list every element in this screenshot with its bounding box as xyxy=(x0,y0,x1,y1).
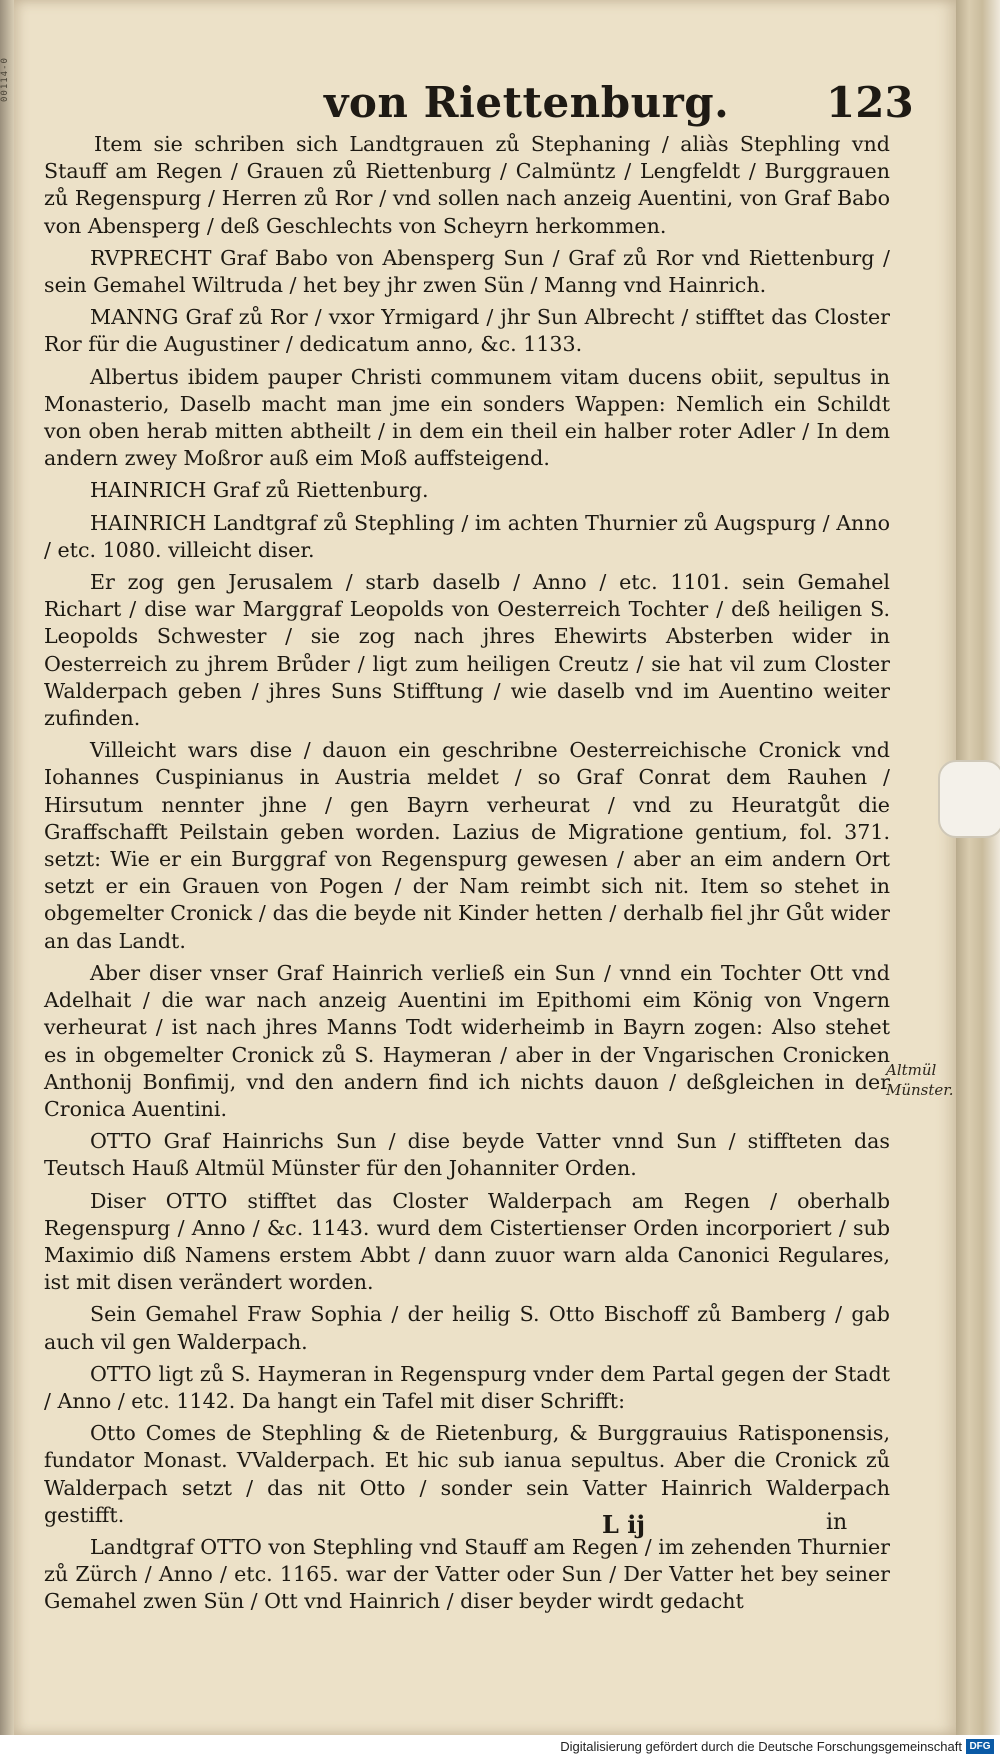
signature-line xyxy=(14,1510,956,1540)
catchword: in xyxy=(826,1510,848,1535)
paragraph: Er zog gen Jerusalem / starb daselb / Anno / etc. 1101. sein Gemahel Richart / dise war Marggraf Leopolds von Oesterreich Tochter / deß heiligen S. Leopolds Schwester / sie zog nach jhres Ehewirts Absterben wider in Oesterreich zu jhrem Brůder / ligt zum heiligen Creutz / sie hat vil zum Closter Walderpach geben / jhres Suns Stifftung / wie daselb vnd im Auentino weiter zufinden. xyxy=(44,570,890,731)
paragraph: Albertus ibidem pauper Christi communem vitam ducens obiit, sepultus in Monasterio, Daselb macht man jme ein sonders Wappen: Nemlich ein Schildt von oben herab mitten abtheilt / in dem ein theil ein halber roter Adler / In dem andern zwey Moßror auß eim Moß auffsteigend. xyxy=(44,364,890,471)
paragraph: Item sie schriben sich Landtgrauen zů Stephaning / aliàs Stephling vnd Stauff am Regen / Grauen zů Riettenburg / Calmüntz / Lengfeldt / Burggrauen zů Regenspurg / Herren zů Ror / vnd sollen nach anzeig Auentini, von Graf Babo von Abensperg / deß Geschlechts von Scheyrn herkommen. xyxy=(44,132,890,238)
paragraph: Sein Gemahel Fraw Sophia / der heilig S. Otto Bischoff zů Bamberg / gab auch vil gen Walderpach. xyxy=(44,1302,890,1354)
paragraph: HAINRICH Landtgraf zů Stephling / im achten Thurnier zů Augspurg / Anno / etc. 1080. villeicht diser. xyxy=(44,510,890,562)
page-title: von Riettenburg. xyxy=(324,78,730,127)
book-page xyxy=(14,0,956,1735)
paragraph: OTTO ligt zů S. Haymeran in Regenspurg vnder dem Partal gegen der Stadt / Anno / etc. 1142. Da hangt ein Tafel mit diser Schrifft: xyxy=(44,1361,890,1413)
digitization-footer xyxy=(0,1735,1000,1759)
body-text xyxy=(44,131,890,1621)
scan-edge xyxy=(0,0,14,1759)
scan-edge-label: 00114-0 xyxy=(0,57,10,102)
page-edge xyxy=(956,0,1000,1735)
paragraph: HAINRICH Graf zů Riettenburg. xyxy=(90,478,429,503)
dfg-logo-icon: DFG xyxy=(966,1739,994,1754)
paragraph: Aber diser vnser Graf Hainrich verließ ein Sun / vnnd ein Tochter Ott vnd Adelhait / die war nach anzeig Auentini im Epithomi eim König von Vngern verheurat / ist nach jhres Manns Todt widerheimb in Bayrn zogen: Also stehet es in obgemelter Cronick zů S. Haymeran / aber in der Vngarischen Cronicken Anthonij Bonfimij, vnd den andern find ich nichts dauon / deßgleichen in der Cronica Auentini. xyxy=(44,960,890,1121)
paragraph: Diser OTTO stifftet das Closter Walderpach am Regen / oberhalb Regenspurg / Anno / &c. 1143. wurd dem Cistertienser Orden incorporiert / sub Maximio diß Namens erstem Abbt / dann zuuor warn alda Canonici Regulares, ist mit disen verändert worden. xyxy=(44,1188,890,1295)
page-number: 123 xyxy=(826,78,914,127)
margin-note: Altmül Münster. xyxy=(886,1061,954,1099)
bookmark-tab xyxy=(938,760,1000,838)
paragraph: Villeicht wars dise / dauon ein geschribne Oesterreichische Cronick vnd Iohannes Cuspinianus in Austria meldet / so Graf Conrat dem Rauhen / Hirsutum nennter jhne / gen Bayrn verheurat / vnd zu Heuratgůt die Graffschafft Peilstain geben worden. Lazius de Migratione gentium, fol. 371. setzt: Wie er ein Burggraf von Regenspurg gewesen / aber an eim andern Ort setzt er ein Grauen von Pogen / der Nam reimbt sich nit. Item so stehet in obgemelter Cronick / das die beyde nit Kinder hetten / derhalb fiel jhr Gůt wider an das Landt. xyxy=(44,738,890,953)
paragraph: RVPRECHT Graf Babo von Abensperg Sun / Graf zů Ror vnd Riettenburg / sein Gemahel Wiltruda / het bey jhr zwen Sün / Manng vnd Hainrich. xyxy=(44,245,890,298)
paragraph: MANNG Graf zů Ror / vxor Yrmigard / jhr Sun Albrecht / stifftet das Closter Ror für die Augustiner / dedicatum anno, &c. 1133. xyxy=(44,305,890,357)
digitization-credit: Digitalisierung gefördert durch die Deutsche Forschungsgemeinschaft xyxy=(560,1739,962,1754)
paragraph: Landtgraf OTTO von Stephling vnd Stauff am Regen / im zehenden Thurnier zů Zürch / Anno / etc. 1165. war der Vatter oder Sun / Der Vatter het bey seiner Gemahel zwen Sün / Ott vnd Hainrich / diser beyder wirdt gedacht xyxy=(44,1534,890,1614)
paragraph: Otto Comes de Stephling & de Rietenburg, & Burggrauius Ratisponensis, fundator Monast. VValderpach. Et hic sub ianua sepultus. Aber die Cronick zů Walderpach setzt / das nit Otto / sonder sein Vatter Hainrich Walderpach gestifft. xyxy=(44,1421,890,1527)
running-head xyxy=(14,78,956,138)
signature-mark: L ij xyxy=(602,1510,646,1539)
paragraph: OTTO Graf Hainrichs Sun / dise beyde Vatter vnnd Sun / stiffteten das Teutsch Hauß Altmül Münster für den Johanniter Orden. xyxy=(44,1129,890,1181)
